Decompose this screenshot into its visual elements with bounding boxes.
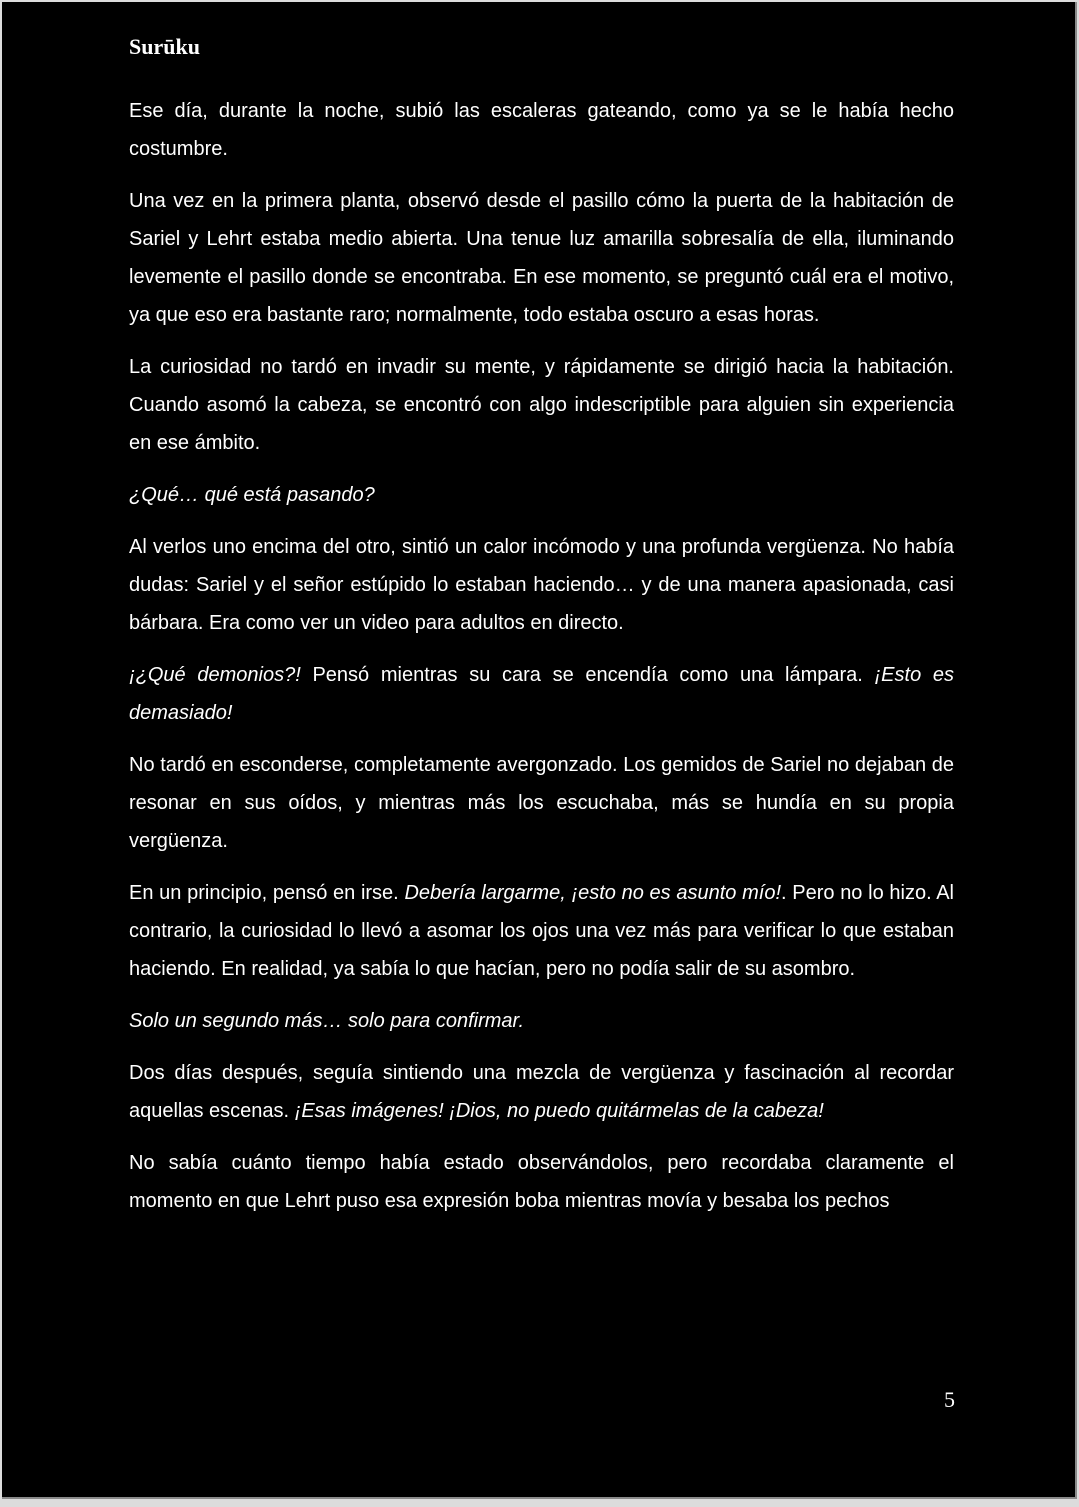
paragraph-3: La curiosidad no tardó en invadir su mente, y rápidamente se dirigió hacia la habitación. Cuando asomó la cabeza, se encontró con algo indescriptible para alguien sin experiencia en ese ámbito.	[129, 356, 954, 454]
paragraph-text: . Pero no lo hizo. Al contrario, la curiosidad lo llevó a asomar los ojos una vez más para verificar lo que estaban haciendo. En realidad, ya sabía lo que hacían, pero no podía salir de su asombro.	[129, 882, 955, 980]
italic-thought: ¿Qué… qué está pasando?	[129, 484, 375, 506]
paragraph-text: Dos días después, seguía sintiendo una mezcla de vergüenza y fascinación al recordar aquellas escenas.	[129, 1062, 954, 1122]
running-header: Surūku	[129, 34, 200, 59]
page-number: 5	[944, 1387, 955, 1412]
paragraph-6	[129, 656, 954, 732]
paragraph-2: Una vez en la primera planta, observó desde el pasillo cómo la puerta de la habitación de Sariel y Lehrt estaba medio abierta. Una tenue luz amarilla sobresalía de ella, iluminando levemente el pasillo donde se encontraba. En ese momento, se preguntó cuál era el motivo, ya que eso era bastante raro; normalmente, todo estaba oscuro a esas horas.	[129, 190, 954, 326]
paragraph-4-thought	[129, 476, 954, 514]
paragraph-7: No tardó en esconderse, completamente avergonzado. Los gemidos de Sariel no dejaban de resonar en sus oídos, y mientras más los escuchaba, más se hundía en su propia vergüenza.	[129, 754, 954, 852]
paragraph-1: Ese día, durante la noche, subió las escaleras gateando, como ya se le había hecho costumbre.	[129, 100, 954, 160]
document-page	[2, 2, 1077, 1499]
paragraph-text: Pensó mientras su cara se encendía como una lámpara.	[300, 664, 875, 686]
paragraph-9-thought	[129, 1002, 954, 1040]
italic-thought: Solo un segundo más… solo para confirmar.	[129, 1010, 525, 1032]
paragraph-8	[129, 874, 954, 988]
paragraph-11: No sabía cuánto tiempo había estado observándolos, pero recordaba claramente el momento en que Lehrt puso esa expresión boba mientras movía y besaba los pechos	[129, 1152, 954, 1212]
italic-thought: Debería largarme, ¡esto no es asunto mío!	[404, 882, 781, 904]
paragraph-10	[129, 1054, 954, 1130]
italic-thought: ¡¿Qué demonios?!	[129, 664, 301, 686]
italic-thought: ¡Esas imágenes! ¡Dios, no puedo quitármelas de la cabeza!	[294, 1100, 824, 1122]
paragraph-text: En un principio, pensó en irse.	[129, 882, 405, 904]
paragraph-5: Al verlos uno encima del otro, sintió un calor incómodo y una profunda vergüenza. No había dudas: Sariel y el señor estúpido lo estaban haciendo… y de una manera apasionada, casi bárbara. Era como ver un video para adultos en directo.	[129, 536, 954, 634]
page-body	[129, 92, 954, 1234]
italic-thought: ¡Esto es demasiado!	[129, 664, 954, 724]
